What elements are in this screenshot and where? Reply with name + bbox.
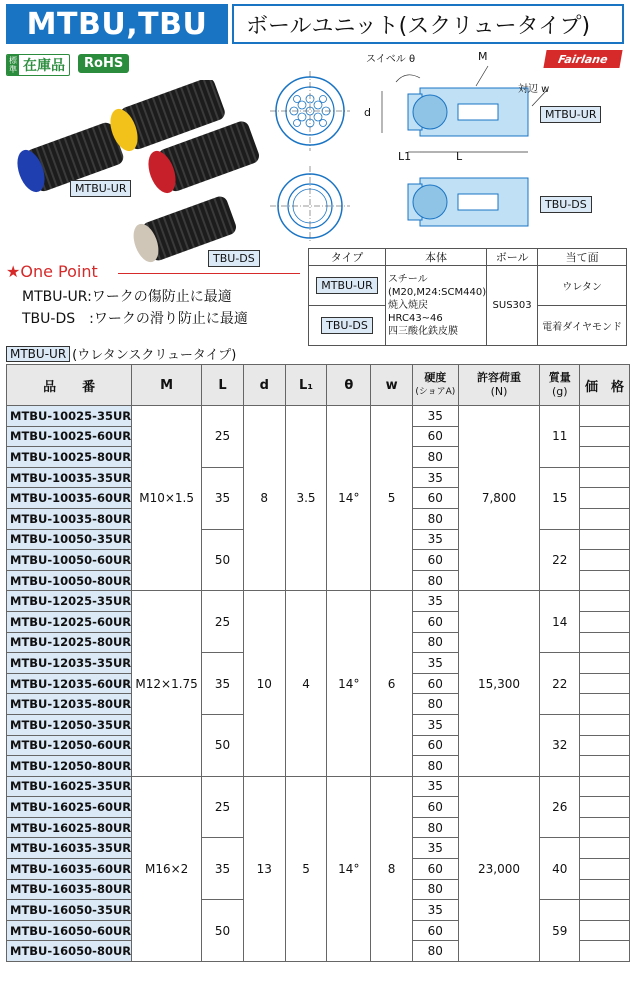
price xyxy=(580,879,630,900)
price xyxy=(580,920,630,941)
part-number: MTBU-10035-35UR xyxy=(7,467,132,488)
hardness: 80 xyxy=(412,570,458,591)
hardness: 60 xyxy=(412,611,458,632)
hardness: 60 xyxy=(412,488,458,509)
hardness: 60 xyxy=(412,673,458,694)
price xyxy=(580,859,630,880)
mat-body-line: 焼入焼戻 xyxy=(388,300,428,311)
rohs-badge: RoHS xyxy=(78,54,129,73)
hardness: 35 xyxy=(412,900,458,921)
price xyxy=(580,900,630,921)
price xyxy=(580,941,630,962)
table-row xyxy=(7,406,630,427)
header-hardness-unit: (ショアA) xyxy=(415,387,456,397)
header-load xyxy=(458,365,540,406)
price xyxy=(580,694,630,715)
one-point-rule xyxy=(118,273,300,274)
swivel-angle: 14° xyxy=(327,591,371,776)
swivel-angle: 14° xyxy=(327,406,371,591)
mass: 11 xyxy=(540,406,580,468)
thread-size: M10×1.5 xyxy=(132,406,202,591)
price xyxy=(580,776,630,797)
dim-l-label: L xyxy=(456,150,463,163)
mat-contact-1: ウレタン xyxy=(538,266,627,306)
mass: 22 xyxy=(540,529,580,591)
price xyxy=(580,508,630,529)
hardness: 35 xyxy=(412,591,458,612)
hardness: 80 xyxy=(412,756,458,777)
one-point-line-2: TBU-DS :ワークの滑り防止に最適 xyxy=(22,311,248,327)
price xyxy=(580,756,630,777)
part-number: MTBU-16050-80UR xyxy=(7,941,132,962)
drawing-label-tbu: TBU-DS xyxy=(540,196,592,213)
flats-w: 8 xyxy=(371,776,413,961)
header-price: 価 格 xyxy=(580,365,630,406)
part-number: MTBU-16050-35UR xyxy=(7,900,132,921)
hardness: 80 xyxy=(412,817,458,838)
mat-type-1 xyxy=(309,266,386,306)
hardness: 80 xyxy=(412,694,458,715)
part-number: MTBU-10025-60UR xyxy=(7,426,132,447)
part-number: MTBU-12050-35UR xyxy=(7,714,132,735)
mass: 15 xyxy=(540,467,580,529)
hardness: 60 xyxy=(412,859,458,880)
hardness: 80 xyxy=(412,941,458,962)
header-l1: L₁ xyxy=(285,365,327,406)
mat-header-contact: 当て面 xyxy=(538,249,627,266)
table-row xyxy=(7,776,630,797)
price xyxy=(580,653,630,674)
hardness: 60 xyxy=(412,735,458,756)
dim-d: 8 xyxy=(243,406,285,591)
section-tag: MTBU-UR xyxy=(6,346,70,362)
price xyxy=(580,817,630,838)
part-number: MTBU-10025-35UR xyxy=(7,406,132,427)
spec-table xyxy=(6,364,630,962)
part-number: MTBU-12050-80UR xyxy=(7,756,132,777)
length-l: 25 xyxy=(202,776,244,838)
allowable-load: 23,000 xyxy=(458,776,540,961)
product-photo xyxy=(6,80,261,265)
thread-size: M16×2 xyxy=(132,776,202,961)
header-mass xyxy=(540,365,580,406)
header-w: w xyxy=(371,365,413,406)
part-number: MTBU-12035-35UR xyxy=(7,653,132,674)
swivel-angle: 14° xyxy=(327,776,371,961)
header-load-label: 許容荷重 xyxy=(477,371,522,384)
part-number: MTBU-12035-80UR xyxy=(7,694,132,715)
price xyxy=(580,488,630,509)
drawing-label-mtbu: MTBU-UR xyxy=(540,106,601,123)
hardness: 80 xyxy=(412,447,458,468)
mat-header-type: タイプ xyxy=(309,249,386,266)
photo-label-mtbu: MTBU-UR xyxy=(70,180,131,197)
hardness: 60 xyxy=(412,797,458,818)
hardness: 35 xyxy=(412,714,458,735)
hardness: 60 xyxy=(412,426,458,447)
photo-label-tbu: TBU-DS xyxy=(208,250,260,267)
length-l: 35 xyxy=(202,653,244,715)
mat-type-2-tag: TBU-DS xyxy=(321,317,373,334)
mat-body-line: (M20,M24:SCM440) xyxy=(388,287,487,298)
part-number: MTBU-16035-80UR xyxy=(7,879,132,900)
mat-ball: SUS303 xyxy=(487,266,538,346)
mat-body-line: 四三酸化鉄皮膜 xyxy=(388,326,458,337)
technical-drawing xyxy=(270,56,626,242)
product-name-title: ボールユニット(スクリュータイプ) xyxy=(232,4,624,44)
mass: 26 xyxy=(540,776,580,838)
part-number: MTBU-10025-80UR xyxy=(7,447,132,468)
dim-l1: 5 xyxy=(285,776,327,961)
brand-logo: Fairlane xyxy=(543,50,622,68)
hardness: 35 xyxy=(412,776,458,797)
dim-d: 13 xyxy=(243,776,285,961)
hardness: 35 xyxy=(412,529,458,550)
allowable-load: 7,800 xyxy=(458,406,540,591)
hardness: 35 xyxy=(412,653,458,674)
dim-l1-label: L1 xyxy=(398,150,412,163)
price xyxy=(580,735,630,756)
part-number: MTBU-12050-60UR xyxy=(7,735,132,756)
hardness: 80 xyxy=(412,632,458,653)
dim-l1: 3.5 xyxy=(285,406,327,591)
mat-type-1-tag: MTBU-UR xyxy=(316,277,377,294)
mass: 59 xyxy=(540,900,580,962)
part-number: MTBU-16050-60UR xyxy=(7,920,132,941)
flats-w-label: 対辺 w xyxy=(518,84,550,95)
hardness: 35 xyxy=(412,467,458,488)
dim-l1: 4 xyxy=(285,591,327,776)
hardness: 35 xyxy=(412,838,458,859)
length-l: 50 xyxy=(202,900,244,962)
price xyxy=(580,838,630,859)
part-number: MTBU-12025-60UR xyxy=(7,611,132,632)
header-d: d xyxy=(243,365,285,406)
section-label xyxy=(6,344,236,363)
hardness: 60 xyxy=(412,550,458,571)
standard-label: 標準 xyxy=(9,56,17,74)
dim-d: 10 xyxy=(243,591,285,776)
part-number: MTBU-10050-60UR xyxy=(7,550,132,571)
one-point-line-1: MTBU-UR:ワークの傷防止に最適 xyxy=(22,289,232,305)
mat-type-2 xyxy=(309,306,386,346)
hardness: 80 xyxy=(412,879,458,900)
thread-m-label: M xyxy=(478,50,488,63)
mat-body-line: スチール xyxy=(388,274,428,285)
header-m: M xyxy=(132,365,202,406)
header-load-unit: (N) xyxy=(490,385,508,398)
header-mass-unit: (g) xyxy=(551,385,568,398)
length-l: 50 xyxy=(202,714,244,776)
length-l: 35 xyxy=(202,838,244,900)
part-number: MTBU-16025-60UR xyxy=(7,797,132,818)
material-table xyxy=(308,248,627,346)
stock-label: 在庫品 xyxy=(23,58,65,74)
part-number: MTBU-16025-35UR xyxy=(7,776,132,797)
mat-header-ball: ボール xyxy=(487,249,538,266)
section-text: (ウレタンスクリュータイプ) xyxy=(72,348,237,363)
header-hardness-label: 硬度 xyxy=(424,371,447,384)
price xyxy=(580,673,630,694)
hardness: 35 xyxy=(412,406,458,427)
stock-badge xyxy=(6,54,70,76)
mat-body-line: HRC43~46 xyxy=(388,313,443,324)
length-l: 50 xyxy=(202,529,244,591)
dim-d-label: d xyxy=(364,106,371,119)
price xyxy=(580,406,630,427)
price xyxy=(580,797,630,818)
header-hardness xyxy=(412,365,458,406)
header-theta: θ xyxy=(327,365,371,406)
part-number: MTBU-16035-60UR xyxy=(7,859,132,880)
mass: 14 xyxy=(540,591,580,653)
part-number: MTBU-12035-60UR xyxy=(7,673,132,694)
part-number: MTBU-16035-35UR xyxy=(7,838,132,859)
allowable-load: 15,300 xyxy=(458,591,540,776)
header-mass-label: 質量 xyxy=(548,371,571,384)
part-number: MTBU-16025-80UR xyxy=(7,817,132,838)
one-point-title: ★One Point xyxy=(6,262,98,281)
length-l: 25 xyxy=(202,406,244,468)
part-number: MTBU-12025-35UR xyxy=(7,591,132,612)
mass: 40 xyxy=(540,838,580,900)
flats-w: 6 xyxy=(371,591,413,776)
mass: 22 xyxy=(540,653,580,715)
price xyxy=(580,570,630,591)
product-code-title: MTBU,TBU xyxy=(6,4,228,44)
price xyxy=(580,550,630,571)
price xyxy=(580,467,630,488)
mat-contact-2: 電着ダイヤモンド xyxy=(538,306,627,346)
price xyxy=(580,632,630,653)
part-number: MTBU-10035-80UR xyxy=(7,508,132,529)
price xyxy=(580,426,630,447)
header-part-number: 品 番 xyxy=(7,365,132,406)
mat-header-body: 本体 xyxy=(386,249,487,266)
flats-w: 5 xyxy=(371,406,413,591)
part-number: MTBU-10050-35UR xyxy=(7,529,132,550)
hardness: 60 xyxy=(412,920,458,941)
thread-size: M12×1.75 xyxy=(132,591,202,776)
price xyxy=(580,611,630,632)
price xyxy=(580,714,630,735)
swivel-label: スイベル θ xyxy=(366,54,416,65)
part-number: MTBU-12025-80UR xyxy=(7,632,132,653)
hardness: 80 xyxy=(412,508,458,529)
table-row xyxy=(7,591,630,612)
part-number: MTBU-10050-80UR xyxy=(7,570,132,591)
mat-body xyxy=(386,266,487,346)
price xyxy=(580,591,630,612)
length-l: 25 xyxy=(202,591,244,653)
price xyxy=(580,447,630,468)
length-l: 35 xyxy=(202,467,244,529)
part-number: MTBU-10035-60UR xyxy=(7,488,132,509)
price xyxy=(580,529,630,550)
header-l: L xyxy=(202,365,244,406)
mass: 32 xyxy=(540,714,580,776)
